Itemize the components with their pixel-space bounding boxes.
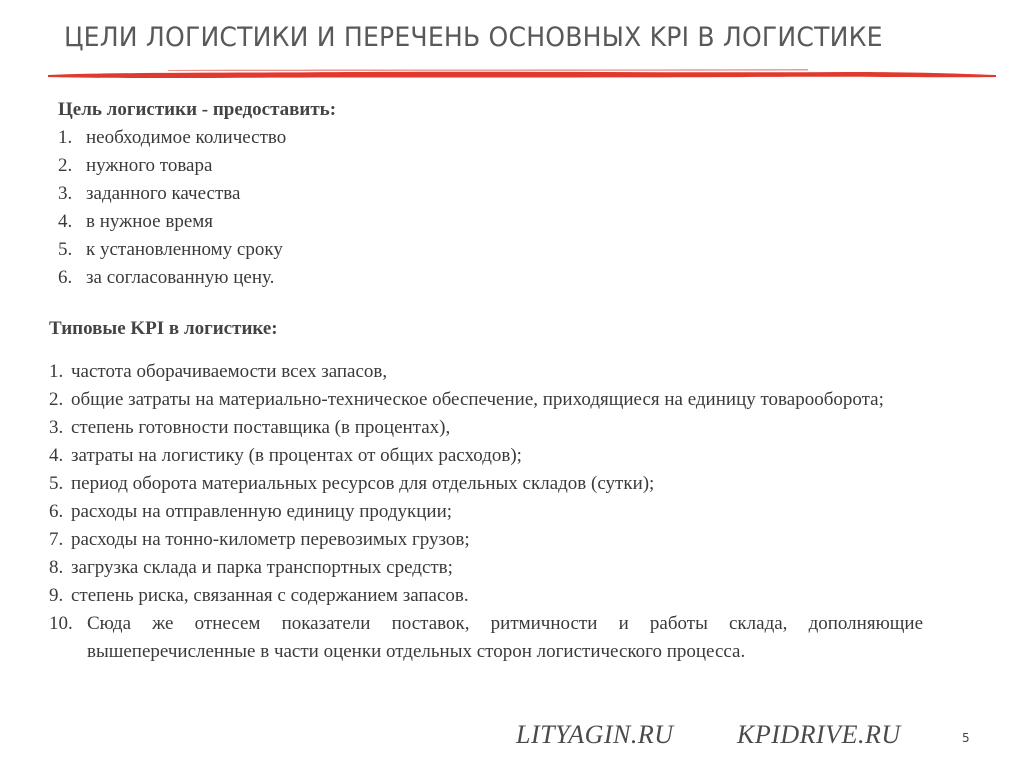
item-text: за согласованную цену. (86, 267, 275, 288)
goals-block (58, 96, 658, 292)
item-number: 6. (49, 501, 64, 522)
item-text: частота оборачиваемости всех запасов, (71, 361, 388, 382)
goal-item (58, 180, 658, 208)
item-number: 2. (49, 389, 64, 410)
page-number: 5 (962, 731, 970, 745)
kpi-item (49, 554, 923, 582)
item-number: 10. (49, 613, 73, 634)
item-number: 3. (58, 183, 73, 204)
slide-title: ЦЕЛИ ЛОГИСТИКИ И ПЕРЕЧЕНЬ ОСНОВНЫХ KPI В ЛОГИСТИКЕ (64, 22, 883, 53)
kpi-block (49, 358, 923, 666)
item-text: степень риска, связанная с содержанием запасов. (71, 585, 469, 606)
item-text: заданного качества (86, 183, 241, 204)
goal-item (58, 208, 658, 236)
item-text: расходы на тонно-километр перевозимых грузов; (71, 529, 470, 550)
item-number: 4. (58, 211, 73, 232)
item-text: общие затраты на материально-техническое обеспечение, приходящиеся на единицу товарооборота; (71, 389, 884, 410)
goal-item (58, 152, 658, 180)
item-text: степень готовности поставщика (в процентах), (71, 417, 451, 438)
kpi-item (49, 610, 923, 666)
goal-item (58, 236, 658, 264)
goal-item (58, 124, 658, 152)
item-number: 2. (58, 155, 73, 176)
kpi-item (49, 470, 923, 498)
goal-item (58, 264, 658, 292)
item-number: 8. (49, 557, 64, 578)
item-text: к установленному сроку (86, 239, 283, 260)
item-number: 1. (49, 361, 64, 382)
kpi-item (49, 526, 923, 554)
item-text: нужного товара (86, 155, 213, 176)
item-text: в нужное время (86, 211, 214, 232)
kpi-item (49, 386, 923, 414)
kpi-item (49, 498, 923, 526)
item-text: затраты на логистику (в процентах от общих расходов); (71, 445, 522, 466)
kpi-heading: Типовые KPI в логистике: (49, 318, 278, 339)
item-text: расходы на отправленную единицу продукции; (71, 501, 453, 522)
kpi-item (49, 358, 923, 386)
footer-link-kpidrive[interactable]: KPIDRIVE.RU (737, 720, 901, 749)
goals-heading: Цель логистики - предоставить: (58, 99, 337, 120)
footer-link-lityagin[interactable]: LITYAGIN.RU (516, 720, 674, 749)
item-number: 7. (49, 529, 64, 550)
item-number: 6. (58, 267, 73, 288)
item-text: Сюда же отнесем показатели поставок, ритмичности и работы склада, дополняющие вышеперечисленные в части оценки отдельных сторон логистического процесса. (87, 613, 923, 662)
item-number: 1. (58, 127, 73, 148)
item-text: период оборота материальных ресурсов для отдельных складов (сутки); (71, 473, 655, 494)
item-text: необходимое количество (86, 127, 287, 148)
item-number: 3. (49, 417, 64, 438)
brush-stroke-thin (168, 69, 808, 71)
kpi-item (49, 582, 923, 610)
kpi-list (49, 358, 923, 666)
item-number: 4. (49, 445, 64, 466)
kpi-item (49, 442, 923, 470)
item-number: 5. (49, 473, 64, 494)
item-number: 9. (49, 585, 64, 606)
title-underline (48, 66, 996, 82)
item-number: 5. (58, 239, 73, 260)
item-text: загрузка склада и парка транспортных средств; (71, 557, 453, 578)
kpi-item (49, 414, 923, 442)
goals-list (58, 124, 658, 292)
brush-stroke (48, 72, 996, 78)
